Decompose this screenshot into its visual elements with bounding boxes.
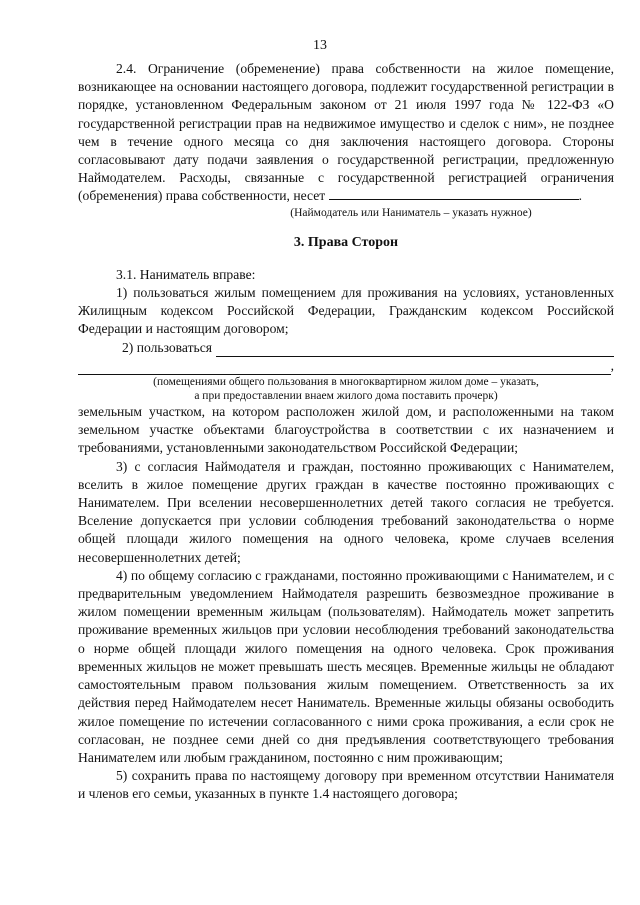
item-5: 5) сохранить права по настоящему договору при временном отсутствии Нанимателя и членов его семьи, указанных в пункте 1.4 настоящего договора; [78, 768, 614, 802]
clause-2-4 [78, 60, 614, 206]
item-2-start: 2) пользоваться [122, 339, 213, 355]
clause-3-1: 3.1. Наниматель вправе: [116, 266, 256, 282]
page-number: 13 [313, 38, 327, 53]
item-2-continuation: земельным участком, на котором расположен жилой дом, и расположенными на таком земельном участке объектами благоустройства в соответствии с их назначением и требованиями, установленными законодательством Российской Федерации; [78, 404, 614, 456]
item-2-blank-2 [78, 362, 611, 375]
item-2-note-1: (помещениями общего пользования в многоквартирном жилом доме – указать, [153, 376, 539, 389]
document-body [78, 60, 614, 804]
clause-2-4-blank [329, 187, 579, 200]
item-2-note-2: а при предоставлении внаем жилого дома поставить прочерк) [194, 390, 498, 403]
section-3-title: 3. Права Сторон [293, 234, 399, 250]
item-4: 4) по общему согласию с гражданами, постоянно проживающими с Нанимателем, и с предварительным уведомлением Наймодателя разрешить безвозмездное проживание в жилом помещении временным жильцам (пользователям). Наймодатель может запретить проживание временных жильцов при условии несоблюдения требований законодательства о норме общей площади жилого помещения на одного человека. Срок проживания временных жильцов не может превышать шесть месяцев. Временные жильцы не обладают самостоятельным правом пользования жилым помещением. Ответственность за их действия перед Наймодателем несет Наниматель. Временные жильцы обязаны освободить жилое помещение по истечении согласованного с ними срока проживания, а если срок не согласован, не позднее семи дней со дня предъявления соответствующего требования Нанимателем или любым гражданином, постоянно с ним проживающим; [78, 567, 614, 765]
item-2-line-2 [78, 357, 614, 375]
item-3: 3) с согласия Наймодателя и граждан, постоянно проживающих с Нанимателем, вселить в жилое помещение других граждан в качестве постоянно проживающих с Нанимателем. При вселении несовершеннолетних детей такого согласия не требуется. Вселение допускается при условии соблюдения требований законодательства о норме общей площади жилого помещения на одного человека, кроме случаев вселения несовершеннолетних детей; [78, 458, 614, 565]
item-2-blank [216, 344, 614, 357]
item-2-line [78, 339, 614, 357]
item-1: 1) пользоваться жилым помещением для проживания на условиях, установленных Жилищным кодексом Российской Федерации, Гражданским кодексом Российской Федерации и настоящим договором; [78, 285, 614, 337]
clause-2-4-end: . [578, 188, 582, 204]
clause-2-4-text: 2.4. Ограничение (обременение) права собственности на жилое помещение, возникающее на основании настоящего договора, подлежит государственной регистрации в порядке, установленном Федеральным законом от 21 июля 1997 года № 122-ФЗ «О государственной регистрации прав на недвижимое имущество и сделок с ним», не позднее чем в течение одного месяца со дня заключения настоящего договора. Стороны согласовывают дату подачи заявления о государственной регистрации, предложенную Наймодателем. Расходы, связанные с государственной регистрацией ограничения (обременения) права собственности, несет [78, 61, 614, 204]
item-2-end: , [610, 357, 614, 373]
clause-2-4-note: (Наймодатель или Наниматель – указать нужное) [290, 206, 532, 219]
